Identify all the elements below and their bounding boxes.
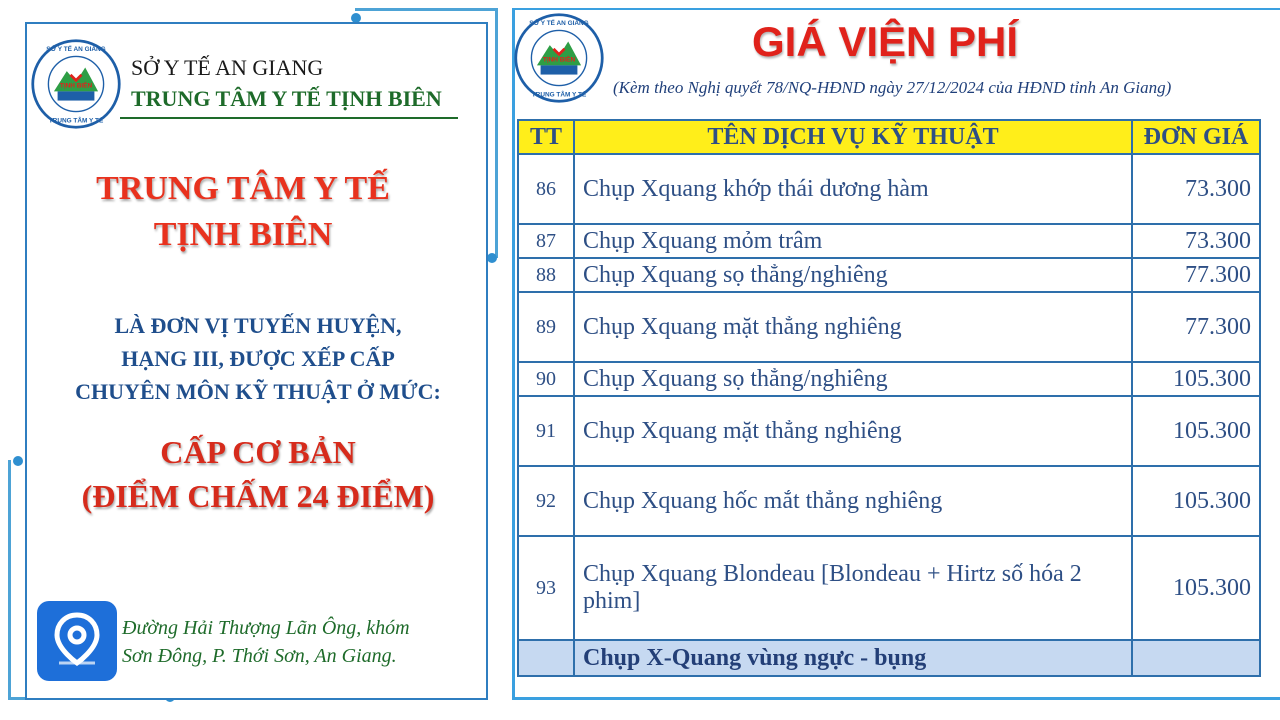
group-name: Chụp X-Quang vùng ngực - bụng xyxy=(574,640,1132,676)
description-line2: HẠNG III, ĐƯỢC XẾP CẤP xyxy=(121,346,395,371)
group-price xyxy=(1132,640,1260,676)
address-line2: Sơn Đông, P. Thới Sơn, An Giang. xyxy=(122,645,397,667)
row-name: Chụp Xquang hốc mắt thẳng nghiêng xyxy=(574,466,1132,536)
right-panel-border xyxy=(512,697,1280,700)
price-table xyxy=(517,119,1261,677)
row-price: 105.300 xyxy=(1132,466,1260,536)
row-tt: 93 xyxy=(518,536,574,640)
svg-text:TỊNH BIÊN: TỊNH BIÊN xyxy=(59,82,93,90)
row-price: 73.300 xyxy=(1132,154,1260,224)
hospital-logo xyxy=(513,12,605,104)
svg-text:TRUNG TÂM Y TẾ: TRUNG TÂM Y TẾ xyxy=(531,91,587,99)
row-tt: 87 xyxy=(518,224,574,258)
table-row xyxy=(518,536,1260,640)
row-tt: 88 xyxy=(518,258,574,292)
headline-line1: TRUNG TÂM Y TẾ xyxy=(96,170,390,207)
row-tt: 92 xyxy=(518,466,574,536)
row-tt: 89 xyxy=(518,292,574,362)
table-row xyxy=(518,396,1260,466)
decor-dot xyxy=(13,456,23,466)
row-tt: 91 xyxy=(518,396,574,466)
row-name: Chụp Xquang sọ thẳng/nghiêng xyxy=(574,258,1132,292)
address-line1: Đường Hải Thượng Lãn Ông, khóm xyxy=(122,617,410,639)
svg-text:SỞ Y TẾ AN GIANG: SỞ Y TẾ AN GIANG xyxy=(46,45,106,53)
row-name: Chụp Xquang mỏm trâm xyxy=(574,224,1132,258)
row-price: 105.300 xyxy=(1132,362,1260,396)
svg-text:TRUNG TÂM Y TẾ: TRUNG TÂM Y TẾ xyxy=(48,117,104,125)
table-row xyxy=(518,292,1260,362)
decor-line xyxy=(355,8,495,11)
row-price: 105.300 xyxy=(1132,536,1260,640)
level-line1: CẤP CƠ BẢN xyxy=(160,434,356,470)
right-panel-border xyxy=(515,8,1280,10)
group-tt xyxy=(518,640,574,676)
hospital-logo xyxy=(30,38,122,130)
table-row xyxy=(518,362,1260,396)
row-price: 77.300 xyxy=(1132,292,1260,362)
header-name: TÊN DỊCH VỤ KỸ THUẬT xyxy=(574,120,1132,154)
row-name: Chụp Xquang Blondeau [Blondeau + Hirtz số hóa 2 phim] xyxy=(574,536,1132,640)
svg-text:SỞ Y TẾ AN GIANG: SỞ Y TẾ AN GIANG xyxy=(529,19,589,27)
row-name: Chụp Xquang mặt thẳng nghiêng xyxy=(574,396,1132,466)
row-price: 73.300 xyxy=(1132,224,1260,258)
location-pin-icon xyxy=(37,601,117,681)
row-name: Chụp Xquang sọ thẳng/nghiêng xyxy=(574,362,1132,396)
decor-line xyxy=(495,8,498,258)
right-panel-border xyxy=(512,8,515,700)
row-price: 105.300 xyxy=(1132,396,1260,466)
header-price: ĐƠN GIÁ xyxy=(1132,120,1260,154)
row-name: Chụp Xquang mặt thẳng nghiêng xyxy=(574,292,1132,362)
decor-dot xyxy=(487,253,497,263)
table-row xyxy=(518,154,1260,224)
table-row xyxy=(518,258,1260,292)
row-price: 77.300 xyxy=(1132,258,1260,292)
row-tt: 90 xyxy=(518,362,574,396)
table-header-row xyxy=(518,120,1260,154)
header-tt: TT xyxy=(518,120,574,154)
page-title: GIÁ VIỆN PHÍ xyxy=(752,18,1019,65)
org-parent: SỞ Y TẾ AN GIANG xyxy=(131,55,324,80)
divider xyxy=(120,117,458,119)
description-line3: CHUYÊN MÔN KỸ THUẬT Ở MỨC: xyxy=(75,379,441,404)
org-name: TRUNG TÂM Y TẾ TỊNH BIÊN xyxy=(131,86,442,111)
row-name: Chụp Xquang khớp thái dương hàm xyxy=(574,154,1132,224)
table-row xyxy=(518,224,1260,258)
description-line1: LÀ ĐƠN VỊ TUYẾN HUYỆN, xyxy=(114,313,402,338)
headline-line2: TỊNH BIÊN xyxy=(153,216,333,253)
row-tt: 86 xyxy=(518,154,574,224)
decor-line xyxy=(8,460,11,700)
table-row xyxy=(518,466,1260,536)
level-line2: (ĐIỂM CHẤM 24 ĐIỂM) xyxy=(81,478,435,514)
svg-text:TỊNH BIÊN: TỊNH BIÊN xyxy=(542,56,576,64)
page-subtitle: (Kèm theo Nghị quyết 78/NQ-HĐND ngày 27/12/2024 của HĐND tỉnh An Giang) xyxy=(613,78,1172,97)
table-group-row xyxy=(518,640,1260,676)
